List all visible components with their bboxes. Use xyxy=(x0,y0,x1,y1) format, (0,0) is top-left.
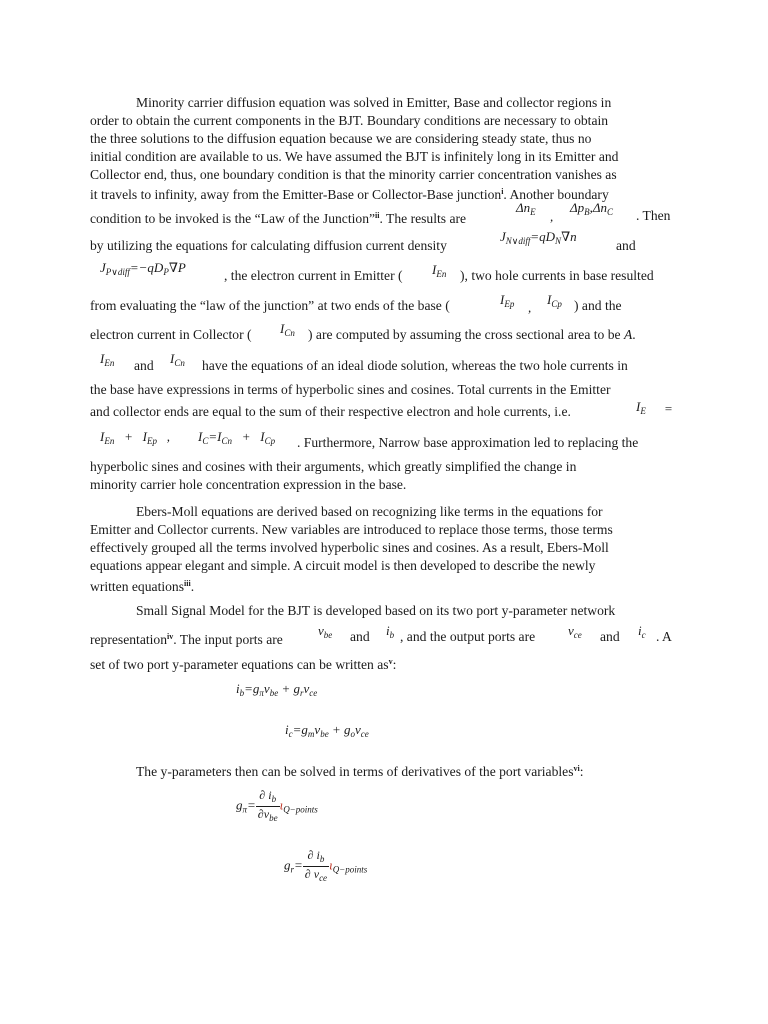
text-line: set of two port y-parameter equations can be written $as^v$: xyxy=(90,657,397,672)
math-i-en: $I_{En}$ xyxy=(432,262,447,279)
math-comma: , xyxy=(528,300,532,315)
text-line: and xyxy=(600,629,620,644)
equation-g-pi: $g_\pi=$ $\frac{\partial i_b}{\partial v_{be}}$ $\iota_{Q-points}$ xyxy=(236,788,318,823)
text-line: Emitter and Collector currents. New variables are introduced to replace those terms, those terms xyxy=(90,522,613,537)
footnote-ref: iv xyxy=(167,632,174,641)
text-line: , and the output ports are xyxy=(400,629,536,644)
text-line: order to obtain the current components in the BJT. Boundary conditions are necessary to obtain xyxy=(90,113,609,128)
text-line: . A xyxy=(656,629,672,644)
math-v-be: $v_{be}$ xyxy=(318,623,333,640)
text-line: ) are computed by assuming the cross sectional area to be A. xyxy=(308,327,636,342)
text-line: . Furthermore, Narrow base approximation led to replacing the xyxy=(297,435,639,450)
text-line: ), two hole currents in base resulted xyxy=(460,268,654,283)
math-dn-e: $\Delta n_E$ xyxy=(516,200,536,217)
math-jp-diff: $J_{P\vee diff}=-qD_P\nabla P$ xyxy=(100,260,186,277)
equation-ic: $i_c=g_mv_{be} + g_ov_{ce}$ xyxy=(285,722,369,739)
math-comma: , xyxy=(550,209,554,224)
footnote-ref: i xyxy=(501,187,504,196)
math-i-cp: $I_{Cp}$ xyxy=(547,292,562,309)
math-i-cn: $I_{Cn}$ xyxy=(280,321,295,338)
math-i-e: $I_E$ xyxy=(636,399,646,416)
footnote-ref: v xyxy=(388,657,393,666)
text-line: electron current in Collector ( xyxy=(90,327,252,342)
text-line: , the electron current in Emitter ( xyxy=(224,268,403,283)
text-line: hyperbolic sines and cosines with their arguments, which greatly simplified the change in xyxy=(90,459,577,474)
math-i-cn: $I_{Cn}$ xyxy=(170,351,185,368)
math-dp-dn: $\Delta p_B,\Delta n_C$ xyxy=(570,200,614,217)
math-i-ep: $I_{Ep}$ xyxy=(500,292,515,309)
math-jn-diff: $J_{N\vee diff}=qD_N\nabla n$ xyxy=(500,229,577,246)
math-i-en: $I_{En}$ xyxy=(100,351,115,368)
text-line: condition to be invoked is the “Law of the Junction”$^{ii}$. The results are xyxy=(90,211,467,226)
text-line: initial condition are available to us. We have assumed the BJT is infinitely long in its Emitter and xyxy=(90,149,619,164)
text-line: equations appear elegant and simple. A circuit model is then developed to describe the newly xyxy=(90,558,596,573)
text-line: and xyxy=(134,358,154,373)
text-line: The y-parameters then can be solved in terms of derivatives of the port variables$^{vi}$: xyxy=(136,764,584,779)
math-ie-expr: $I_{En}$ + $I_{Ep}$ , xyxy=(100,429,170,446)
footnote-ref: vi xyxy=(573,764,580,773)
math-ic-expr: $I_C=I_{Cn}$ + $I_{Cp}$ xyxy=(198,429,276,446)
text-line: effectively grouped all the terms involved hyperbolic sines and cosines. As a result, Ebers-Moll xyxy=(90,540,609,555)
text-line: minority carrier hole concentration expression in the base. xyxy=(90,477,407,492)
math-i-c: $i_c$ xyxy=(638,623,646,640)
text-line: and xyxy=(350,629,370,644)
footnote-ref: ii xyxy=(375,211,380,220)
footnote-ref: iii xyxy=(184,579,191,588)
text-line: have the equations of an ideal diode solution, whereas the two hole currents in xyxy=(202,358,628,373)
text-line: from evaluating the “law of the junction” at two ends of the base ( xyxy=(90,298,450,313)
text-line: the three solutions to the diffusion equation because we are considering steady state, thus no xyxy=(90,131,592,146)
text-line: by utilizing the equations for calculating diffusion current density xyxy=(90,238,447,253)
equation-g-r: $g_r=$ $\frac{\partial i_b}{\partial v_{ce}}$ $\iota_{Q-points}$ xyxy=(284,848,368,883)
text-line: . Then xyxy=(636,208,671,223)
text-line: and collector ends are equal to the sum of their respective electron and hole currents, i.e. xyxy=(90,404,571,419)
text-line: it travels to infinity, away from the Emitter-Base or Collector-Base junction$^i$. Another boundary xyxy=(90,187,609,202)
text-line: Small Signal Model for the BJT is developed based on its two port y-parameter network xyxy=(136,603,616,618)
text-line: the base have expressions in terms of hyperbolic sines and cosines. Total currents in the Emitter xyxy=(90,382,611,397)
text-line: representation$^{iv}$. The input ports are xyxy=(90,632,283,647)
text-line: Collector end, thus, one boundary condition is that the minority carrier concentration vanishes as xyxy=(90,167,617,182)
text-line: ) and the xyxy=(574,298,622,313)
text-line: Ebers-Moll equations are derived based on recognizing like terms in the equations for xyxy=(136,504,603,519)
text-line: written equations$^{iii}$. xyxy=(90,579,195,594)
equation-ib: $i_b=g_\pi v_{be} + g_rv_{ce}$ xyxy=(236,681,318,698)
text-line: Minority carrier diffusion equation was solved in Emitter, Base and collector regions in xyxy=(136,95,612,110)
text-line: and xyxy=(616,238,636,253)
math-v-ce: $v_{ce}$ xyxy=(568,623,582,640)
math-i-b: $i_b$ xyxy=(386,623,395,640)
math-equals: = xyxy=(664,401,673,416)
